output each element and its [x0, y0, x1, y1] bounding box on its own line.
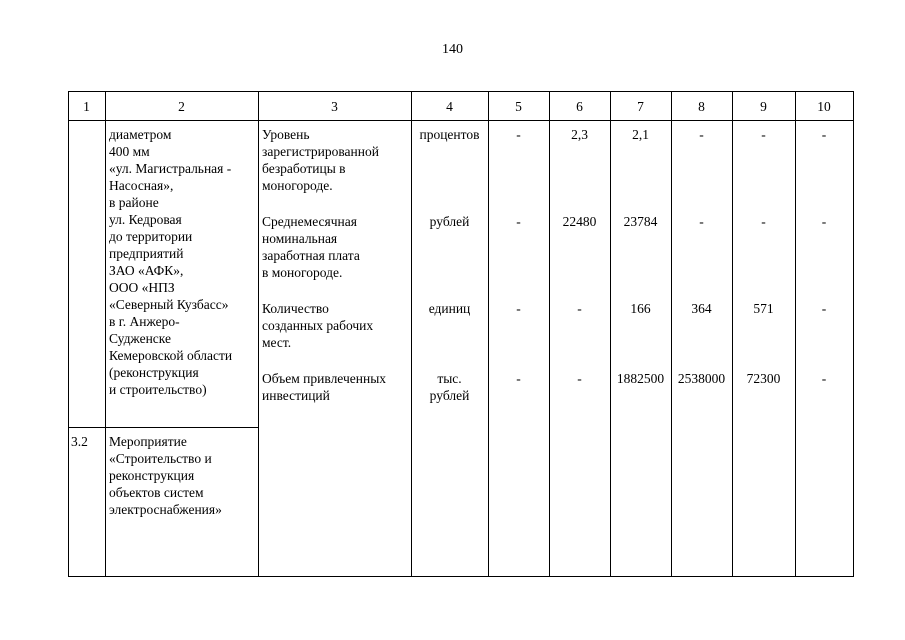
header-divider [68, 120, 854, 121]
indicator-value: - [516, 371, 521, 386]
header-cell: 10 [817, 99, 831, 114]
indicator-name: Среднемесячная номинальная заработная плата в моногороде. [262, 214, 360, 280]
indicator-value: - [516, 301, 521, 316]
header-cell: 6 [576, 99, 583, 114]
header-cell: 3 [331, 99, 338, 114]
indicator-value: 2538000 [677, 371, 726, 386]
col-border [610, 91, 611, 577]
indicator-value: - [699, 127, 704, 142]
page-number: 140 [442, 42, 463, 57]
row-divider [68, 427, 259, 428]
col-border [411, 91, 412, 577]
indicator-value: 2,1 [632, 127, 649, 142]
indicator-value: - [821, 214, 827, 229]
col-border [732, 91, 733, 577]
header-cell: 7 [637, 99, 644, 114]
indicator-value: - [516, 127, 521, 142]
indicator-value: - [821, 301, 827, 316]
event-description: диаметром 400 мм «ул. Магистральная - Насосная», в районе ул. Кедровая до территории предприятий ЗАО «АФК», ООО «НПЗ «Северный Кузбасс» в г. Анжеро- Судженске Кемеровской области (реконструкция и строительство) [109, 127, 233, 397]
col-border [68, 91, 69, 577]
header-cell: 5 [515, 99, 522, 114]
col-border [549, 91, 550, 577]
indicator-name: Уровень зарегистрированной безработицы в моногороде. [262, 127, 379, 193]
indicator-value: 2,3 [571, 127, 588, 142]
row-number: 3.2 [71, 434, 88, 449]
indicator-value: - [761, 214, 766, 229]
col-border [795, 91, 796, 577]
indicator-name: Количество созданных рабочих мест. [262, 301, 374, 350]
col-border [671, 91, 672, 577]
indicator-value: - [821, 371, 827, 386]
indicator-value: 364 [691, 301, 712, 316]
indicator-value: 22480 [562, 214, 597, 229]
header-cell: 9 [760, 99, 767, 114]
table-border-top [68, 91, 854, 92]
col-border [258, 91, 259, 577]
indicator-value: 23784 [623, 214, 658, 229]
indicator-value: - [516, 214, 521, 229]
event-description: Мероприятие «Строительство и реконструкция объектов систем электроснабжения» [109, 434, 222, 517]
col-border [488, 91, 489, 577]
data-table [68, 91, 854, 577]
indicator-unit: единиц [428, 301, 471, 316]
indicator-unit: рублей [429, 214, 470, 229]
header-cell: 4 [446, 99, 453, 114]
header-cell: 2 [178, 99, 185, 114]
col-border [105, 91, 106, 577]
indicator-name: Объем привлеченных инвестиций [262, 371, 387, 403]
indicator-unit: тыс. рублей [429, 371, 470, 403]
indicator-value: - [821, 127, 827, 142]
header-cell: 1 [83, 99, 90, 114]
indicator-value: 571 [753, 301, 774, 316]
indicator-unit: процентов [419, 127, 480, 142]
indicator-value: - [577, 301, 582, 316]
indicator-value: 72300 [746, 371, 781, 386]
indicator-value: - [577, 371, 582, 386]
header-cell: 8 [698, 99, 705, 114]
indicator-value: 1882500 [616, 371, 665, 386]
table-border-bottom [68, 576, 854, 577]
indicator-value: 166 [630, 301, 651, 316]
indicator-value: - [761, 127, 766, 142]
table-border-right [853, 91, 854, 577]
indicator-value: - [699, 214, 704, 229]
